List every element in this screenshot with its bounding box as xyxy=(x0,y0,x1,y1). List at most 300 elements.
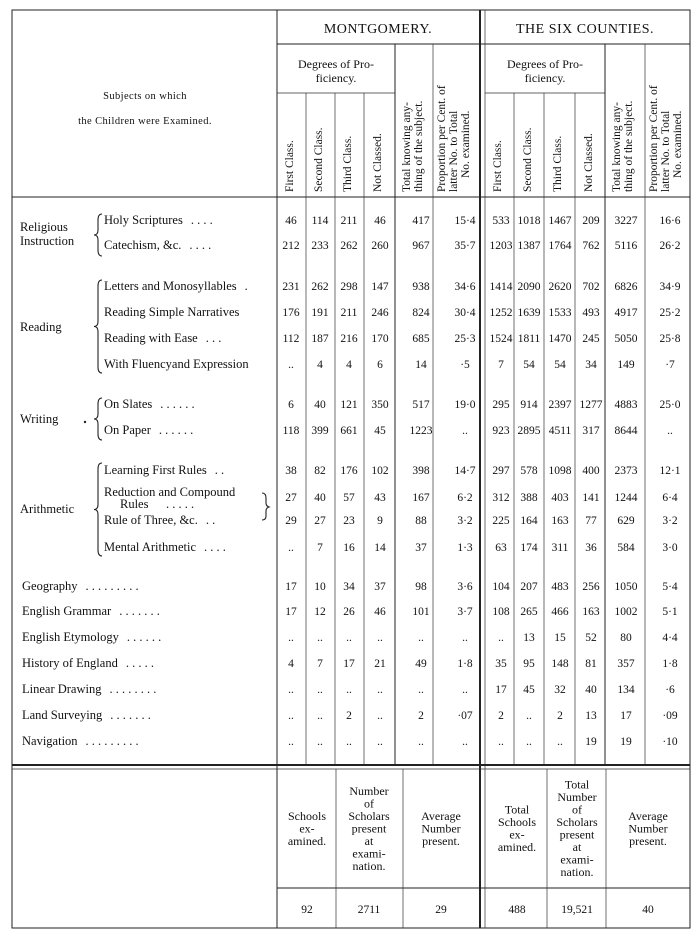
row-label: Reduction and Compound xyxy=(104,485,236,499)
montgomery-proportion-header: Proportion per Cent. of xyxy=(436,85,448,192)
six-counties-cell: 54 xyxy=(523,359,535,371)
row-label: Linear Drawing xyxy=(22,682,102,696)
footer-heading: of xyxy=(364,796,374,811)
montgomery-cell: 37 xyxy=(374,581,386,593)
montgomery-cell: 40 xyxy=(314,399,326,411)
montgomery-cell: .. xyxy=(288,684,294,696)
brace xyxy=(94,214,102,256)
six-counties-cell: 245 xyxy=(582,333,600,345)
six-counties-cell: 148 xyxy=(551,658,569,670)
row-leader-dots: . . . . . . . . . xyxy=(85,579,139,593)
montgomery-cell: 398 xyxy=(412,465,430,477)
six-counties-cell: .. xyxy=(557,736,563,748)
row-leader-dots: . . . . xyxy=(204,540,226,554)
montgomery-cell: .. xyxy=(462,684,468,696)
six-counties-cell: 5·4 xyxy=(662,581,678,593)
six-counties-cell: 256 xyxy=(582,581,600,593)
table-row xyxy=(22,630,678,644)
montgomery-cell: 417 xyxy=(412,215,430,227)
footer-value: 29 xyxy=(435,904,447,916)
table-row xyxy=(104,213,681,227)
montgomery-total-header: thing of the subject. xyxy=(413,100,425,192)
montgomery-cell: 4 xyxy=(317,359,323,371)
montgomery-cell: 1223 xyxy=(409,425,433,437)
table-row xyxy=(104,485,678,511)
montgomery-cell: 10 xyxy=(314,581,326,593)
footer-heading: amined. xyxy=(497,840,537,854)
brace xyxy=(94,398,102,440)
montgomery-cell: ·5 xyxy=(460,359,470,371)
montgomery-cell: 399 xyxy=(311,425,329,437)
footer-heading: amined. xyxy=(287,833,327,848)
montgomery-cell: 176 xyxy=(282,307,300,319)
row-label: Holy Scriptures xyxy=(104,213,183,227)
six-counties-cell: 6826 xyxy=(614,281,638,293)
six-counties-cell: 1467 xyxy=(548,215,572,227)
montgomery-cell: .. xyxy=(346,632,352,644)
six-counties-proportion-header: Proportion per Cent. of xyxy=(648,85,660,192)
montgomery-cell: 17 xyxy=(285,606,297,618)
footer-heading: present. xyxy=(629,833,667,848)
six-counties-cell: 702 xyxy=(582,281,600,293)
montgomery-cell: .. xyxy=(462,425,468,437)
six-counties-cell: 629 xyxy=(617,515,635,527)
montgomery-cell: 260 xyxy=(371,240,389,252)
footer-value: 488 xyxy=(508,904,526,916)
montgomery-proportion-header: latter No. to Total xyxy=(448,110,460,192)
montgomery-cell: 27 xyxy=(314,515,326,527)
table-row xyxy=(104,513,678,527)
montgomery-cell: 29 xyxy=(285,515,297,527)
table-row xyxy=(104,463,681,477)
six-counties-cell: 2895 xyxy=(517,425,541,437)
six-counties-cell: 7 xyxy=(498,359,504,371)
six-counties-cell: 2620 xyxy=(548,281,572,293)
row-label-continued: Rules xyxy=(120,497,149,511)
table-row xyxy=(104,279,681,293)
row-leader-dots: . . . . xyxy=(190,213,213,227)
six-counties-cell: 1533 xyxy=(548,307,572,319)
six-counties-proportion-header: latter No. to Total xyxy=(660,110,672,192)
six-counties-cell: 35 xyxy=(495,658,507,670)
montgomery-cell: 14 xyxy=(415,359,427,371)
row-leader-dots: . . . . . xyxy=(125,656,154,670)
six-counties-cell: 52 xyxy=(585,632,597,644)
montgomery-cell: 7 xyxy=(317,658,323,670)
six-counties-cell: 5·1 xyxy=(662,606,678,618)
six-counties-cell: 2090 xyxy=(517,281,541,293)
six-counties-proportion-header: No. examined. xyxy=(672,110,684,178)
montgomery-cell: 19·0 xyxy=(454,399,476,411)
montgomery-cell: .. xyxy=(317,736,323,748)
brace xyxy=(262,493,269,520)
group-label: Reading xyxy=(20,320,62,334)
six-counties-cell: 584 xyxy=(617,542,635,554)
six-counties-cell: 8644 xyxy=(614,425,638,437)
six-counties-cell: 108 xyxy=(492,606,510,618)
six-counties-cell: 45 xyxy=(523,684,535,696)
six-counties-cell: 81 xyxy=(585,658,597,670)
montgomery-cell: 40 xyxy=(314,492,326,504)
montgomery-cell: 121 xyxy=(340,399,358,411)
footer-heading: Schools xyxy=(287,808,327,823)
footer-heading: at xyxy=(364,833,374,848)
six-counties-cell: 1639 xyxy=(517,307,541,319)
six-counties-cell: 5050 xyxy=(614,333,638,345)
montgomery-cell: 49 xyxy=(415,658,427,670)
row-label: Reading Simple Narratives xyxy=(104,305,240,319)
six-counties-cell: ·7 xyxy=(665,359,675,371)
row-leader-dots: . . . . . . . . . xyxy=(85,734,139,748)
six-counties-cell: 311 xyxy=(551,542,569,554)
montgomery-cell: 187 xyxy=(311,333,329,345)
footer-heading: Average xyxy=(628,808,668,823)
six-counties-cell: 1387 xyxy=(517,240,541,252)
montgomery-total-header: Total knowing any- xyxy=(401,102,413,192)
montgomery-cell: 6 xyxy=(288,399,294,411)
montgomery-cell: .. xyxy=(317,684,323,696)
group-label: Instruction xyxy=(20,234,75,248)
montgomery-cell: .. xyxy=(418,736,424,748)
montgomery-cell: 176 xyxy=(340,465,358,477)
footer-value: 92 xyxy=(301,904,313,916)
footer-heading: ex- xyxy=(299,821,315,836)
montgomery-cell: 1·8 xyxy=(457,658,473,670)
six-counties-cell: 12·1 xyxy=(659,465,681,477)
six-counties-cell: 2397 xyxy=(548,399,572,411)
row-leader-dots: . . . xyxy=(205,331,222,345)
montgomery-cell: 2 xyxy=(346,710,352,722)
footer-heading: nation. xyxy=(560,865,594,879)
row-label: Mental Arithmetic xyxy=(104,540,196,554)
montgomery-cell: 517 xyxy=(412,399,430,411)
six-counties-cell: 400 xyxy=(582,465,600,477)
subject-group xyxy=(20,398,102,440)
six-counties-cell: 1203 xyxy=(489,240,513,252)
row-leader-dots: . . xyxy=(214,463,225,477)
montgomery-cell: .. xyxy=(288,736,294,748)
footer-heading: Average xyxy=(421,808,461,823)
row-label: With Fluencyand Expression xyxy=(104,357,249,371)
table-row xyxy=(22,708,678,722)
six-counties-cell: 578 xyxy=(520,465,538,477)
montgomery-cell: 216 xyxy=(340,333,358,345)
montgomery-cell: 2 xyxy=(418,710,424,722)
montgomery-cell: 147 xyxy=(371,281,389,293)
six-counties-cell: ·09 xyxy=(662,710,678,722)
six-counties-cell: 1002 xyxy=(614,606,638,618)
montgomery-cell: ·07 xyxy=(457,710,473,722)
row-leader-dots: . . xyxy=(205,513,216,527)
six-counties-title: THE SIX COUNTIES. xyxy=(516,22,654,37)
montgomery-cell: 211 xyxy=(340,307,358,319)
montgomery-cell: 82 xyxy=(314,465,326,477)
six-counties-cell: 19 xyxy=(620,736,632,748)
montgomery-cell: 1·3 xyxy=(457,542,473,554)
footer-value: 40 xyxy=(642,904,654,916)
six-counties-cell: 174 xyxy=(520,542,538,554)
six-counties-cell: 104 xyxy=(492,581,510,593)
six-counties-cell: 163 xyxy=(582,606,600,618)
subject-group xyxy=(20,463,102,556)
table-footer xyxy=(288,778,668,917)
footer-heading: Schools xyxy=(497,815,537,829)
footer-heading: exami- xyxy=(352,846,386,861)
six-counties-cell: 914 xyxy=(520,399,538,411)
six-counties-cell: 297 xyxy=(492,465,510,477)
six-counties-cell: .. xyxy=(526,736,532,748)
six-counties-cell: 1277 xyxy=(579,399,603,411)
montgomery-cell: 57 xyxy=(343,492,355,504)
brace xyxy=(94,280,102,373)
montgomery-cell: 34 xyxy=(343,581,355,593)
six-counties-cell: ·6 xyxy=(665,684,675,696)
montgomery-cell: 824 xyxy=(412,307,430,319)
montgomery-cell: 38 xyxy=(285,465,297,477)
six-counties-cell: 36 xyxy=(585,542,597,554)
footer-heading: Number xyxy=(628,821,668,836)
six-counties-cell: 77 xyxy=(585,515,597,527)
montgomery-cell: 27 xyxy=(285,492,297,504)
six-counties-cell: 1524 xyxy=(489,333,513,345)
montgomery-cell: .. xyxy=(377,684,383,696)
six-counties-cell: 4883 xyxy=(614,399,638,411)
montgomery-cell: 231 xyxy=(282,281,300,293)
montgomery-cell: 7 xyxy=(317,542,323,554)
six-counties-cell: 533 xyxy=(492,215,510,227)
montgomery-class-header: First Class. xyxy=(284,140,296,192)
montgomery-degrees-line1: Degrees of Pro- xyxy=(298,57,374,71)
montgomery-cell: 12 xyxy=(314,606,326,618)
row-label: On Slates xyxy=(104,397,153,411)
montgomery-cell: 3·7 xyxy=(457,606,473,618)
montgomery-cell: .. xyxy=(377,710,383,722)
montgomery-cell: 101 xyxy=(412,606,430,618)
montgomery-title: MONTGOMERY. xyxy=(323,22,433,37)
six-counties-class-header: Second Class. xyxy=(522,127,534,192)
six-counties-cell: 17 xyxy=(495,684,507,696)
table-row xyxy=(104,305,681,319)
six-counties-cell: 32 xyxy=(554,684,566,696)
table-row xyxy=(104,331,681,345)
row-leader-dots: . . . . . . xyxy=(158,423,194,437)
footer-heading: Scholars xyxy=(556,815,598,829)
row-label: English Grammar xyxy=(22,604,112,618)
six-counties-cell: 40 xyxy=(585,684,597,696)
six-counties-cell: 4511 xyxy=(548,425,572,437)
row-leader-dots: . . . . . xyxy=(166,497,195,511)
footer-heading: Total xyxy=(564,777,590,792)
six-counties-cell: 63 xyxy=(495,542,507,554)
table-row xyxy=(104,540,678,554)
montgomery-cell: 685 xyxy=(412,333,430,345)
six-counties-cell: 95 xyxy=(523,658,535,670)
montgomery-cell: 25·3 xyxy=(454,333,476,345)
six-counties-cell: 1470 xyxy=(548,333,572,345)
row-label: Letters and Monosyllables xyxy=(104,279,237,293)
subject-group xyxy=(20,280,102,373)
table-row xyxy=(22,604,678,618)
montgomery-cell: .. xyxy=(317,632,323,644)
montgomery-cell: .. xyxy=(418,632,424,644)
montgomery-cell: 938 xyxy=(412,281,430,293)
six-counties-cell: 225 xyxy=(492,515,510,527)
six-counties-cell: 5116 xyxy=(614,240,638,252)
six-counties-cell: 13 xyxy=(523,632,535,644)
six-counties-cell: 357 xyxy=(617,658,635,670)
table-row xyxy=(104,238,681,252)
montgomery-cell: 211 xyxy=(340,215,358,227)
footer-heading: Number xyxy=(421,821,461,836)
six-counties-cell: 317 xyxy=(582,425,600,437)
six-counties-cell: 4917 xyxy=(614,307,638,319)
six-counties-degrees-line2: ficiency. xyxy=(524,71,566,85)
subjects-label-line1: Subjects on which xyxy=(103,91,187,102)
six-counties-cell: 1764 xyxy=(548,240,572,252)
footer-heading: exami- xyxy=(560,852,594,867)
leader-dot xyxy=(84,421,86,423)
brace xyxy=(94,463,102,556)
six-counties-cell: 80 xyxy=(620,632,632,644)
montgomery-cell: 112 xyxy=(282,333,300,345)
montgomery-cell: 26 xyxy=(343,606,355,618)
six-counties-cell: 13 xyxy=(585,710,597,722)
montgomery-cell: .. xyxy=(288,632,294,644)
montgomery-cell: 661 xyxy=(340,425,358,437)
footer-heading: Total xyxy=(504,802,530,817)
six-counties-degrees-line1: Degrees of Pro- xyxy=(507,57,583,71)
montgomery-cell: 114 xyxy=(311,215,329,227)
six-counties-total-header: Total knowing any- xyxy=(611,102,623,192)
montgomery-cell: 298 xyxy=(340,281,358,293)
subject-group xyxy=(20,214,102,256)
six-counties-class-header: First Class. xyxy=(492,140,504,192)
montgomery-cell: 14·7 xyxy=(454,465,476,477)
montgomery-cell: 23 xyxy=(343,515,355,527)
six-counties-cell: 34·9 xyxy=(659,281,681,293)
six-counties-cell: 3227 xyxy=(614,215,638,227)
montgomery-cell: 262 xyxy=(340,240,358,252)
vertical-headers xyxy=(284,85,684,192)
montgomery-cell: 88 xyxy=(415,515,427,527)
montgomery-cell: 4 xyxy=(346,359,352,371)
montgomery-cell: 4 xyxy=(288,658,294,670)
montgomery-cell: 191 xyxy=(311,307,329,319)
six-counties-cell: 149 xyxy=(617,359,635,371)
six-counties-cell: 16·6 xyxy=(659,215,681,227)
six-counties-cell: 1·8 xyxy=(662,658,678,670)
six-counties-cell: 34 xyxy=(585,359,597,371)
six-counties-cell: .. xyxy=(667,425,673,437)
six-counties-cell: 312 xyxy=(492,492,510,504)
six-counties-cell: 4·4 xyxy=(662,632,678,644)
montgomery-cell: .. xyxy=(288,710,294,722)
montgomery-cell: 16 xyxy=(343,542,355,554)
montgomery-class-header: Third Class. xyxy=(342,135,354,192)
row-leader-dots: . . . . . . . xyxy=(110,708,151,722)
six-counties-cell: 3·2 xyxy=(662,515,678,527)
six-counties-cell: 493 xyxy=(582,307,600,319)
footer-heading: present xyxy=(559,827,595,842)
row-leader-dots: . . . . . . . . xyxy=(109,682,157,696)
six-counties-cell: 295 xyxy=(492,399,510,411)
six-counties-cell: 1050 xyxy=(614,581,638,593)
montgomery-cell: .. xyxy=(346,736,352,748)
six-counties-cell: 2373 xyxy=(614,465,638,477)
table-body xyxy=(22,213,681,748)
footer-heading: ex- xyxy=(509,827,525,842)
montgomery-cell: 170 xyxy=(371,333,389,345)
row-leader-dots: . xyxy=(244,279,248,293)
footer-heading: at xyxy=(572,840,582,854)
six-counties-cell: 25·2 xyxy=(659,307,681,319)
six-counties-cell: 19 xyxy=(585,736,597,748)
six-counties-cell: 209 xyxy=(582,215,600,227)
six-counties-cell: .. xyxy=(498,736,504,748)
montgomery-cell: 46 xyxy=(374,215,386,227)
six-counties-cell: 1414 xyxy=(489,281,513,293)
six-counties-cell: 6·4 xyxy=(662,492,678,504)
row-label: Learning First Rules xyxy=(104,463,207,477)
six-counties-cell: 141 xyxy=(582,492,600,504)
montgomery-cell: 233 xyxy=(311,240,329,252)
six-counties-cell: 1244 xyxy=(614,492,638,504)
group-label: Religious xyxy=(20,220,68,234)
montgomery-cell: 46 xyxy=(374,606,386,618)
row-label: English Etymology xyxy=(22,630,119,644)
montgomery-cell: 9 xyxy=(377,515,383,527)
six-counties-cell: 25·8 xyxy=(659,333,681,345)
row-leader-dots: . . . . . . xyxy=(126,630,162,644)
six-counties-cell: .. xyxy=(498,632,504,644)
montgomery-cell: 17 xyxy=(343,658,355,670)
six-counties-class-header: Not Classed. xyxy=(583,133,595,192)
six-counties-cell: 163 xyxy=(551,515,569,527)
montgomery-cell: 102 xyxy=(371,465,389,477)
row-label: Navigation xyxy=(22,734,78,748)
table-row xyxy=(104,357,675,371)
montgomery-cell: 17 xyxy=(285,581,297,593)
montgomery-class-header: Second Class. xyxy=(313,127,325,192)
six-counties-cell: 26·2 xyxy=(659,240,681,252)
montgomery-cell: 3·6 xyxy=(457,581,473,593)
footer-heading: nation. xyxy=(352,858,386,873)
six-counties-cell: 2 xyxy=(557,710,563,722)
montgomery-cell: .. xyxy=(317,710,323,722)
six-counties-cell: 923 xyxy=(492,425,510,437)
montgomery-class-header: Not Classed. xyxy=(372,133,384,192)
six-counties-cell: ·10 xyxy=(662,736,678,748)
footer-heading: Number xyxy=(349,783,389,798)
table-row xyxy=(22,656,678,670)
six-counties-total-header: thing of the subject. xyxy=(623,100,635,192)
montgomery-cell: .. xyxy=(462,736,468,748)
montgomery-cell: 262 xyxy=(311,281,329,293)
subjects-label-line2: the Children were Examined. xyxy=(78,116,212,127)
six-counties-class-header: Third Class. xyxy=(552,135,564,192)
montgomery-cell: .. xyxy=(418,684,424,696)
montgomery-cell: 21 xyxy=(374,658,386,670)
group-label: Writing xyxy=(20,412,59,426)
six-counties-cell: 134 xyxy=(617,684,635,696)
montgomery-cell: 98 xyxy=(415,581,427,593)
table-row xyxy=(104,397,681,411)
montgomery-cell: 246 xyxy=(371,307,389,319)
six-counties-cell: 483 xyxy=(551,581,569,593)
six-counties-cell: 17 xyxy=(620,710,632,722)
six-counties-cell: 762 xyxy=(582,240,600,252)
montgomery-cell: 35·7 xyxy=(454,240,476,252)
